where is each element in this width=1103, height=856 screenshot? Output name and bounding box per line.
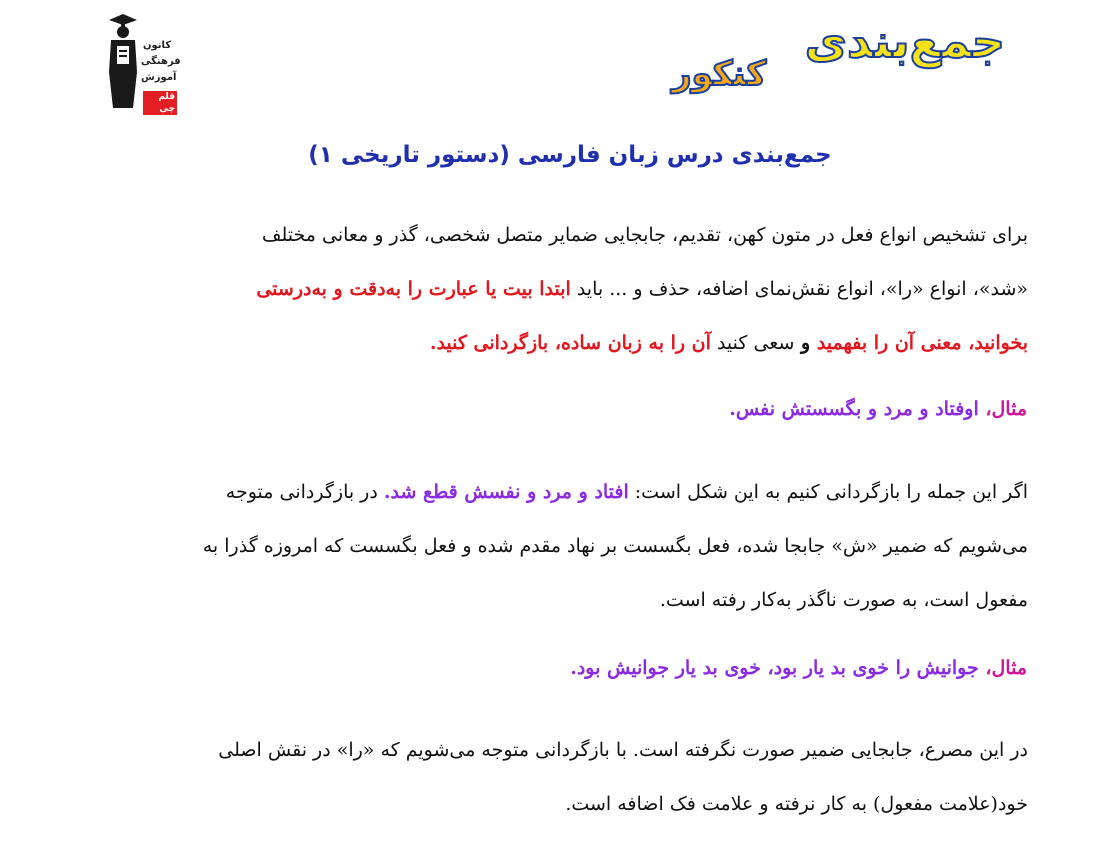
intro-line-2-emphasis: ابتدا بیت یا عبارت را به‌دقت و به‌درستی [256,278,571,300]
intro-line-3-and: و [794,332,817,354]
explanation-1-line-1 [113,472,1028,526]
explanation-2 [110,730,1028,838]
intro-line-3-emphasis-2: آن را به زبان ساده، بازگردانی کنید. [429,332,711,354]
logo-line-4: قلم چی [143,91,177,115]
example-1 [729,398,1027,420]
intro-line-2-text: «شد»، انواع «را»، انواع نقش‌نمای اضافه، حذف و ... باید [570,278,1028,300]
example-2-text: جوانیش را خوی بد یار بود، خوی بد یار جوانیش بود. [570,657,986,679]
logo-line-1: کانون [143,40,172,51]
intro-line-3-text: سعی کنید [710,332,795,354]
logo-sub-text: کنکور [672,54,767,94]
logo-line-3: آموزش [141,72,177,83]
explanation-2-line-1: در این مصرع، جابجایی ضمیر صورت نگرفته است. با بازگردانی متوجه می‌شویم که «را» در نقش اصلی [218,739,1028,761]
explanation-2-line-2: خود(علامت مفعول) به کار نرفته و علامت فک اضافه است. [565,793,1028,815]
intro-line-2 [150,269,1028,323]
kanoon-logo [105,12,181,114]
explanation-1-line-2: می‌شویم که ضمیر «ش» جابجا شده، فعل بگسست بر نهاد مقدم شده و فعل بگسست که امروزه گذرا به [202,535,1028,557]
example-2 [570,657,1027,679]
intro-paragraph [150,215,1028,377]
example-2-label: مثال، [985,657,1027,679]
example-1-label: مثال، [985,398,1027,420]
logo-line-2: فرهنگی [141,56,181,67]
explanation-1-line-3: مفعول است، به صورت ناگذر به‌کار رفته است. [659,589,1028,611]
jambandi-konkur-logo [668,14,1013,102]
explanation-1-text: اگر این جمله را بازگردانی کنیم به این شکل است: [628,481,1028,503]
explanation-1-highlight: افتاد و مرد و نفسش قطع شد. [383,481,629,503]
explanation-1 [113,472,1028,634]
page-title: جمع‌بندی درس زبان فارسی (دستور تاریخی ۱) [308,142,832,168]
logo-main-text: جمع‌بندی [804,14,1005,68]
example-1-text: اوفتاد و مرد و بگسستش نفس. [729,398,986,420]
intro-line-3 [150,323,1028,377]
intro-line-1: برای تشخیص انواع فعل در متون کهن، تقدیم، جابجایی ضمایر متصل شخصی، گذر و معانی مختلف [261,224,1028,246]
explanation-1-rest: در بازگردانی متوجه [225,481,384,503]
graduate-icon [105,12,141,110]
intro-line-3-emphasis-1: بخوانید، معنی آن را بفهمید [816,332,1028,354]
